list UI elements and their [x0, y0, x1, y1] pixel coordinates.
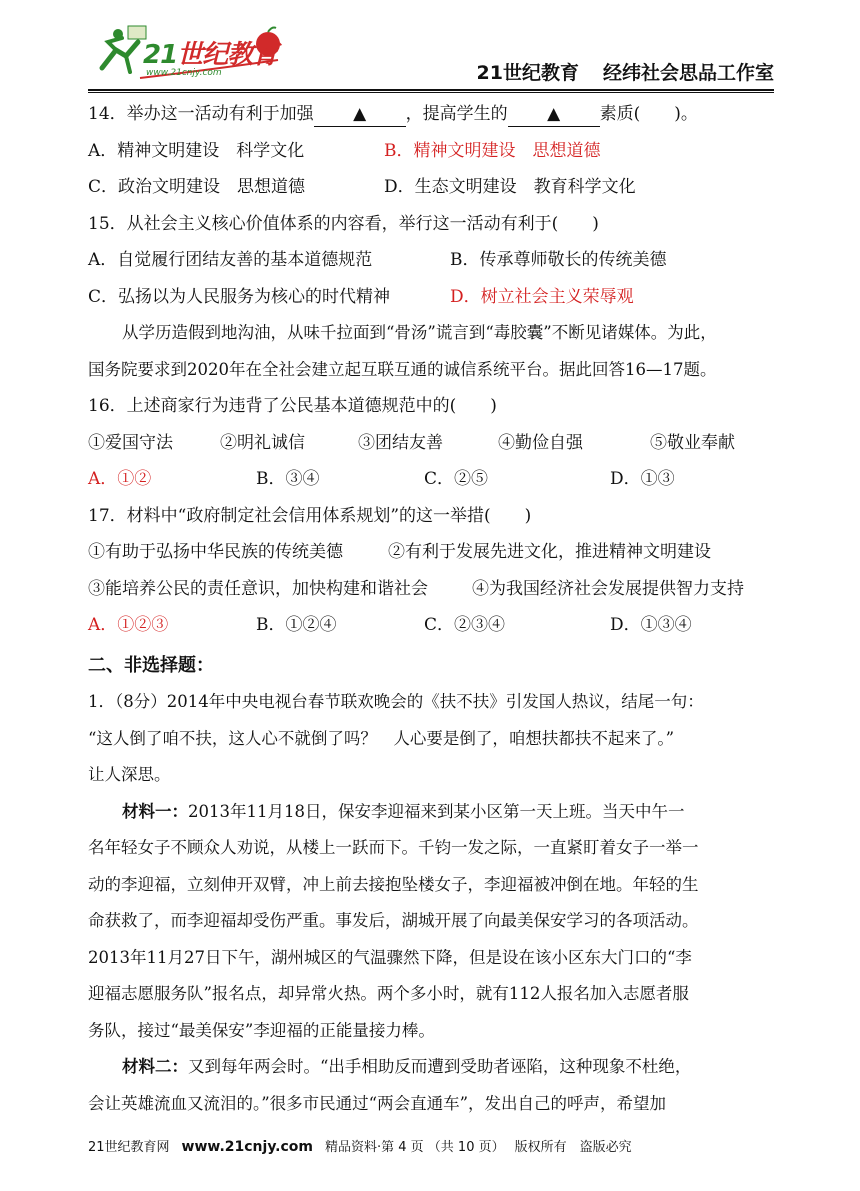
list-item: ①有助于弘扬中华民族的传统美德	[88, 542, 343, 562]
list-item: ④为我国经济社会发展提供智力支持	[472, 578, 744, 599]
list-item: ②有利于发展先进文化，推进精神文明建设	[388, 542, 711, 562]
q15-stem: 15．从社会主义核心价值体系的内容看，举行这一活动有利于( )	[88, 213, 599, 234]
section-title: 二、非选择题：	[88, 654, 214, 676]
header-rule	[88, 89, 774, 91]
material-paragraph: 命获救了，而李迎福却受伤严重。事发后，湖城开展了向最美保安学习的各项活动。	[88, 911, 699, 930]
list-item: ②明礼诚信	[220, 432, 305, 453]
footer-url[interactable]: www.21cnjy.com	[181, 1139, 313, 1155]
material-paragraph: 名年轻女子不顾众人劝说，从楼上一跃而下。千钧一发之际，一直紧盯着女子一举一	[88, 838, 699, 857]
q16-stem: 16．上述商家行为违背了公民基本道德规范中的( )	[88, 396, 497, 416]
list-item: ③能培养公民的责任意识，加快构建和谐社会	[88, 578, 428, 599]
option-d-answer: D．树立社会主义荣辱观	[450, 286, 634, 307]
option-c: C．弘扬以为人民服务为核心的时代精神	[88, 286, 391, 307]
list-item: ①爱国守法	[88, 432, 173, 453]
q16-options	[88, 461, 778, 498]
footer-rights: 版权所有 盗版必究	[514, 1140, 632, 1155]
option-d: D．①③④	[610, 615, 692, 635]
material-paragraph: 迎福志愿服务队”报名点，却异常火热。两个多小时，就有112人报名加入志愿者服	[88, 984, 689, 1003]
page-header	[88, 20, 774, 88]
option-b: B．传承尊师敬长的传统美德	[450, 250, 667, 270]
option-a: A．精神文明建设 科学文化	[88, 140, 305, 161]
studio-name: 经纬社会思品工作室	[602, 62, 774, 84]
material-paragraph: 从学历造假到地沟油，从味千拉面到“骨汤”谎言到“毒胶囊”不断见诸媒体。为此，	[122, 323, 717, 342]
q14-options-row1	[88, 133, 778, 170]
question-text: 让人深思。	[88, 765, 171, 784]
material-paragraph: 国务院要求到2020年在全社会建立起互联互通的诚信系统平台。据此回答16—17题。	[88, 359, 717, 379]
q14-options-row2	[88, 169, 778, 206]
list-item: ⑤敬业奉献	[650, 432, 735, 453]
option-c: C．②③④	[424, 615, 506, 635]
header-brand	[477, 58, 774, 85]
material-label: 材料一：	[122, 801, 188, 821]
footer-site: 21世纪教育网	[88, 1140, 170, 1155]
material-label: 材料二：	[122, 1057, 188, 1076]
q17-options	[88, 607, 778, 644]
q15-options-row1	[88, 242, 778, 279]
list-item: ③团结友善	[358, 432, 443, 453]
logo-text: 21世纪教育	[143, 40, 278, 70]
answer-blank: ▲	[508, 102, 600, 127]
q16-items	[88, 425, 778, 462]
material-paragraph: 材料二：又到每年两会时。“出手相助反而遭到受助者诬陷，这种现象不杜绝，	[122, 1057, 692, 1076]
option-a-answer: A．①②③	[88, 615, 169, 635]
brand-name: 21世纪教育	[476, 62, 579, 84]
list-item: ④勤俭自强	[498, 432, 583, 453]
material-paragraph: 务队，接过“最美保安”李迎福的正能量接力棒。	[88, 1020, 435, 1040]
question-text: 1．（8分）2014年中央电视台春节联欢晚会的《扶不扶》引发国人热议，结尾一句：	[88, 692, 704, 711]
footer-page-info: 精品资料·第 4 页 （共 10 页）	[324, 1140, 505, 1155]
option-a: A．自觉履行团结友善的基本道德规范	[88, 250, 373, 270]
q17-stem: 17．材料中“政府制定社会信用体系规划”的这一举措( )	[88, 505, 532, 526]
logo-url: www.21cnjy.com	[146, 68, 222, 78]
option-c: C．政治文明建设 思想道德	[88, 177, 306, 197]
q17-items-row1	[88, 534, 778, 571]
material-paragraph: 2013年11月27日下午，湖州城区的气温骤然下降，但是设在该小区东大门口的“李	[88, 947, 692, 967]
material-paragraph: 材料一：2013年11月18日，保安李迎福来到某小区第一天上班。当天中午一	[122, 801, 685, 821]
option-b-answer: B．精神文明建设 思想道德	[384, 140, 601, 161]
q14-stem: 14．举办这一活动有利于加强 ▲ ，提高学生的 ▲ 素质( )。	[88, 96, 778, 133]
document-body	[88, 96, 778, 1122]
q17-items-row2	[88, 571, 778, 608]
answer-blank: ▲	[314, 102, 406, 127]
logo	[88, 20, 288, 84]
option-c: C．②⑤	[424, 469, 489, 489]
header-rule-thin	[88, 92, 774, 93]
option-d: D．生态文明建设 教育科学文化	[384, 177, 636, 197]
q15-options-row2	[88, 279, 778, 316]
option-b: B．①②④	[256, 615, 337, 635]
material-paragraph: 动的李迎福，立刻伸开双臂，冲上前去接抱坠楼女子，李迎福被冲倒在地。年轻的生	[88, 874, 699, 894]
material-paragraph: 会让英雄流血又流泪的。”很多市民通过“两会直通车”，发出自己的呼声，希望加	[88, 1093, 667, 1113]
option-a-answer: A．①②	[88, 469, 152, 489]
page-footer	[88, 1136, 632, 1155]
option-b: B．③④	[256, 469, 320, 489]
option-d: D．①③	[610, 469, 675, 489]
question-text: “这人倒了咱不扶，这人心不就倒了吗？ 人心要是倒了，咱想扶都扶不起来了。”	[88, 728, 675, 748]
